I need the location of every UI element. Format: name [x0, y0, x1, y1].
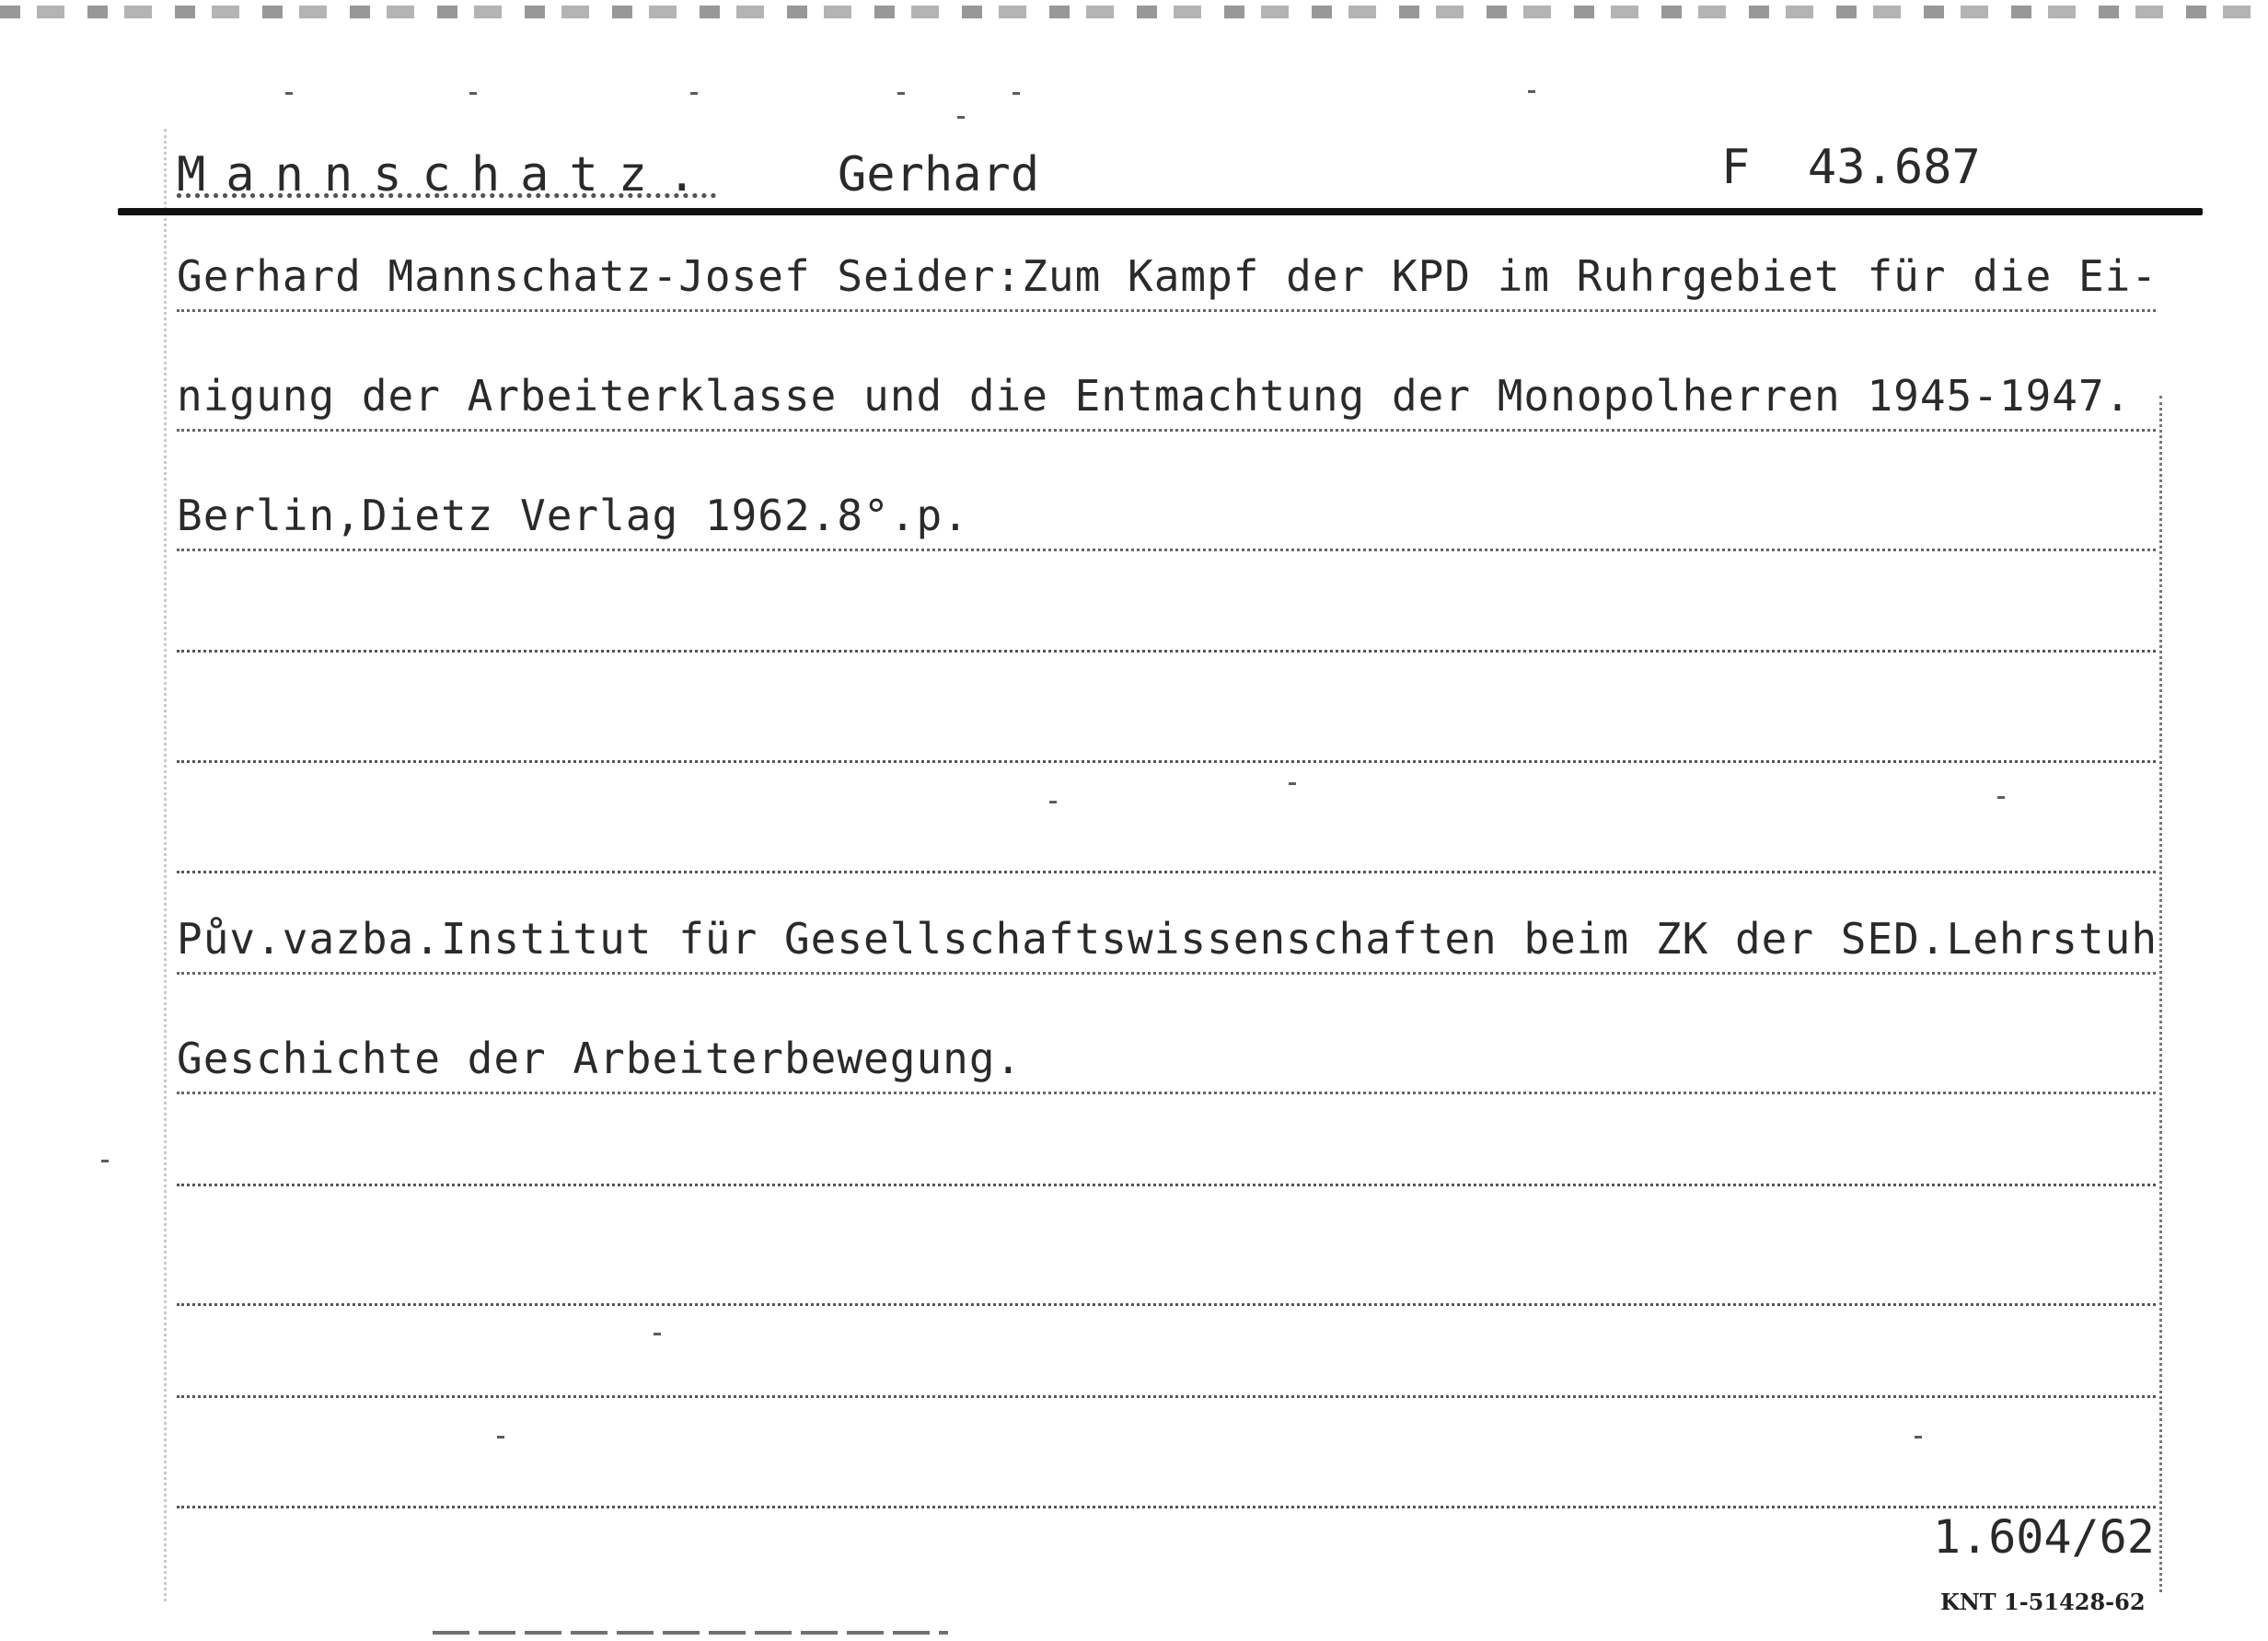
- card-line-7: [177, 911, 2156, 975]
- card-print-code: KNT 1-51428-62: [1940, 1589, 2146, 1615]
- scan-speck: [1289, 782, 1296, 785]
- card-line-text: Berlin,Dietz Verlag 1962.8°.p.: [177, 491, 969, 540]
- author-firstname: Gerhard: [838, 147, 1040, 202]
- scan-speck: [469, 92, 477, 95]
- left-margin-rule: [164, 129, 167, 1601]
- accession-number: 1.604/62: [1933, 1510, 2155, 1564]
- scan-speck: [285, 92, 293, 95]
- card-line-1: [177, 248, 2156, 312]
- scan-speck: [690, 92, 698, 95]
- shelf-signature: F 43.687: [1721, 140, 1981, 195]
- card-line-text: Geschichte der Arbeiterbewegung.: [177, 1034, 1023, 1083]
- card-line-5: [177, 699, 2156, 763]
- scan-speck: [1528, 90, 1535, 93]
- scan-speck: [101, 1160, 109, 1162]
- card-line-2: [177, 368, 2156, 432]
- scan-speck: [654, 1333, 661, 1335]
- card-line-11: [177, 1335, 2156, 1398]
- scan-speck: [1915, 1436, 1922, 1439]
- header-rule: [118, 208, 2203, 215]
- scan-bottom-edge: [433, 1631, 948, 1635]
- card-line-6: [177, 810, 2156, 873]
- card-line-3: [177, 488, 2156, 551]
- card-line-text: nigung der Arbeiterklasse und die Entmachtung der Monopolherren 1945-1947.: [177, 371, 2132, 421]
- scan-speck: [497, 1436, 504, 1439]
- card-line-text: Gerhard Mannschatz-Josef Seider:Zum Kampf der KPD im Ruhrgebiet für die Ei-: [177, 251, 2158, 301]
- card-line-10: [177, 1242, 2156, 1306]
- scan-top-edge: [0, 6, 2268, 18]
- card-line-text: Pův.vazba.Institut für Gesellschaftswissenschaften beim ZK der SED.Lehrstuh: [177, 914, 2158, 964]
- card-line-9: [177, 1123, 2156, 1186]
- card-line-4: [177, 589, 2156, 653]
- scan-speck: [1012, 92, 1020, 95]
- card-line-12: [177, 1445, 2156, 1508]
- scan-speck: [897, 92, 905, 95]
- scan-speck: [1997, 796, 2005, 799]
- scan-speck: [1049, 801, 1057, 803]
- author-surname: Mannschatz.: [177, 147, 717, 202]
- right-margin-rule: [2159, 396, 2162, 1592]
- card-line-8: [177, 1031, 2156, 1094]
- scan-speck: [957, 116, 965, 119]
